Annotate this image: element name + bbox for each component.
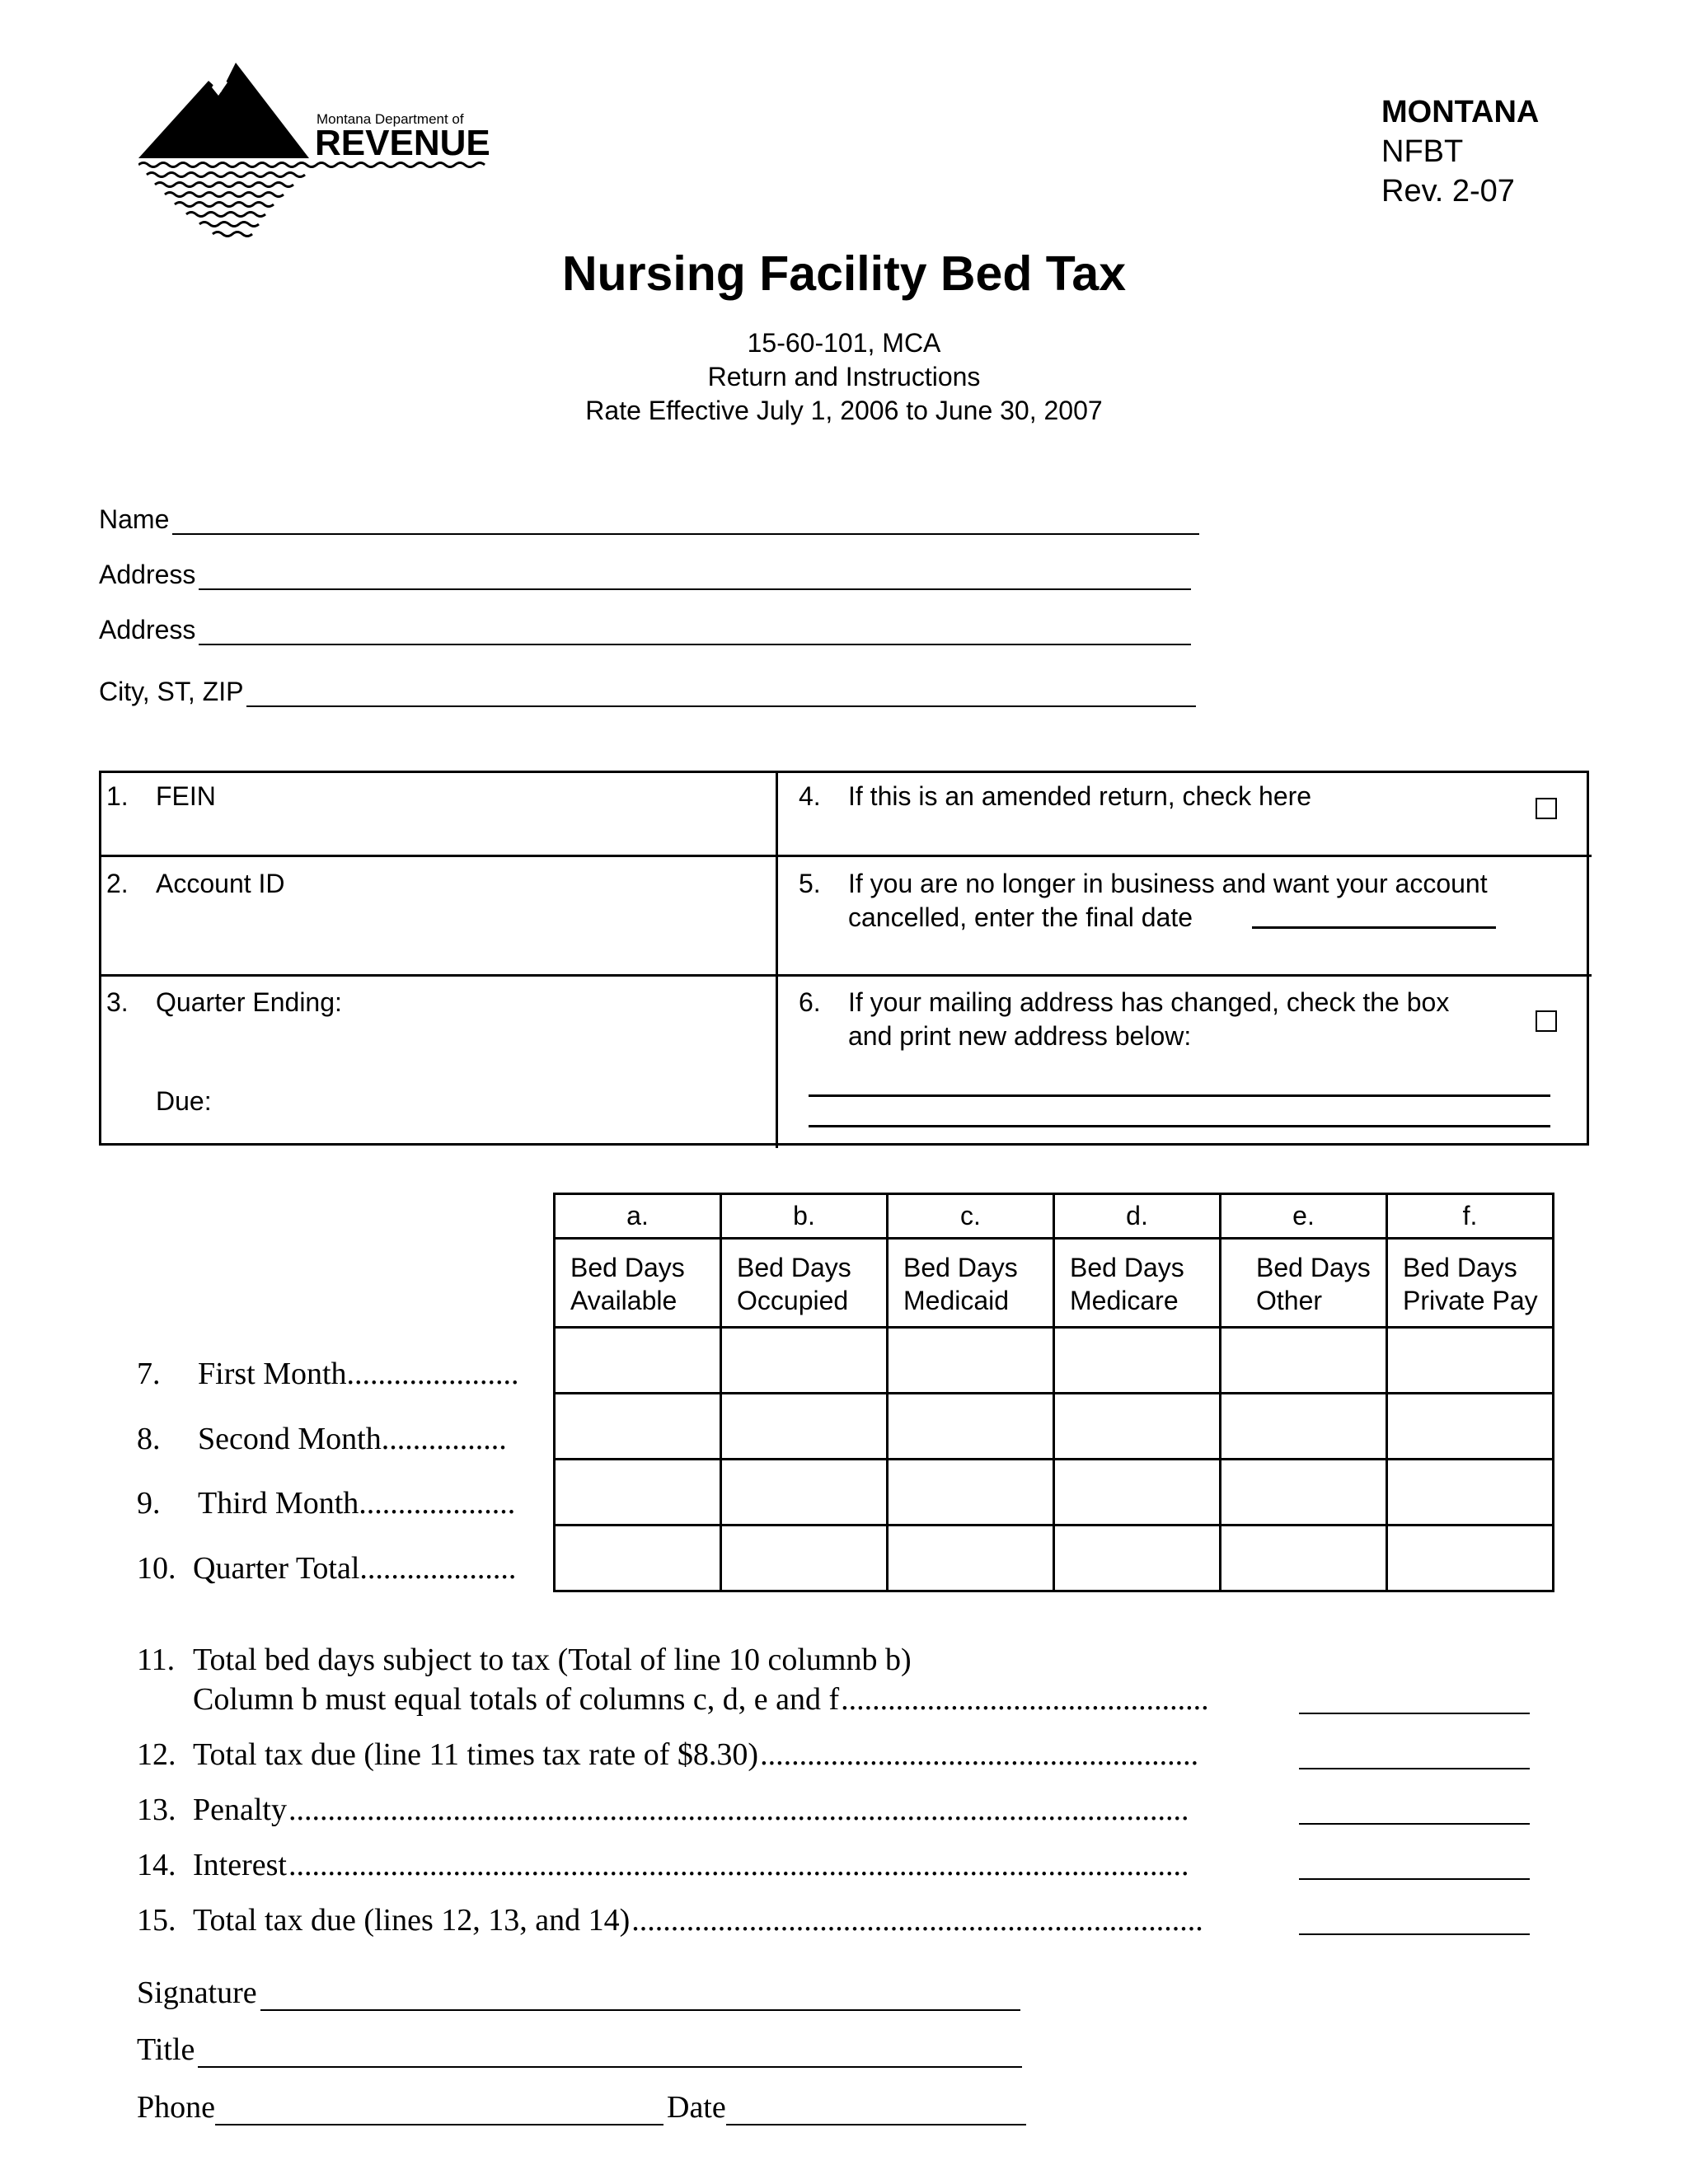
title-label: Title (137, 2032, 195, 2067)
final-date-input-line[interactable] (1252, 926, 1496, 929)
form-revision: Rev. 2-07 (1381, 174, 1515, 209)
fein-label: FEIN (156, 781, 216, 811)
line-12-label: 12. Total tax due (line 11 times tax rate of $8.30) ........................................................ (137, 1737, 1199, 1772)
line-11-label-1: 11. Total bed days subject to tax (Total of line 10 columnb b) (137, 1643, 912, 1677)
table-cell[interactable] (1387, 1526, 1554, 1591)
form-code: NFBT (1381, 134, 1464, 169)
column-letter: a. (555, 1194, 721, 1239)
form-id-block (1381, 92, 1539, 211)
closed-account-label: 5. If you are no longer in business and want your account cancelled, enter the final date (799, 869, 1488, 932)
line-13-label: 13. Penalty ................................................................................................................... (137, 1793, 1189, 1827)
quarter-ending-field[interactable]: 3. Quarter Ending: (106, 987, 342, 1017)
subtitle (0, 326, 1688, 428)
table-cell[interactable] (555, 1526, 721, 1591)
table-cell[interactable] (1387, 1394, 1554, 1460)
line-12-input[interactable] (1299, 1766, 1530, 1769)
fein-field[interactable]: 1. FEIN (106, 781, 216, 811)
new-address-line-2[interactable] (809, 1125, 1550, 1127)
table-cell[interactable] (1221, 1460, 1387, 1526)
signature-input-line[interactable] (260, 1985, 1020, 2011)
name-label: Name (99, 504, 170, 534)
column-letter: b. (721, 1194, 888, 1239)
table-cell[interactable] (555, 1460, 721, 1526)
table-cell[interactable] (1387, 1328, 1554, 1394)
line-14-input[interactable] (1299, 1877, 1530, 1880)
state-name: MONTANA (1381, 95, 1540, 129)
table-cell[interactable] (1387, 1460, 1554, 1526)
row-label-first-month: 7. First Month ...................... (137, 1357, 519, 1391)
address1-field-row (99, 560, 1191, 590)
table-cell[interactable] (1054, 1328, 1221, 1394)
due-label: Due: (156, 1086, 212, 1116)
line-11-input[interactable] (1299, 1711, 1530, 1714)
column-header-private-pay: Bed Days Private Pay (1387, 1239, 1554, 1328)
amended-checkbox[interactable] (1536, 798, 1557, 819)
address2-field-row (99, 615, 1191, 645)
table-cell[interactable] (721, 1460, 888, 1526)
account-info-grid (99, 771, 1589, 1146)
table-cell[interactable] (555, 1328, 721, 1394)
table-cell[interactable] (888, 1394, 1054, 1460)
table-cell[interactable] (1221, 1328, 1387, 1394)
line-15-input[interactable] (1299, 1932, 1530, 1935)
signature-row (137, 1975, 1020, 2011)
date-label: Date (667, 2090, 726, 2125)
table-cell[interactable] (888, 1328, 1054, 1394)
address1-input-line[interactable] (199, 564, 1191, 590)
row-label-quarter-total: 10. Quarter Total .................... (137, 1551, 517, 1586)
phone-input-line[interactable] (215, 2099, 663, 2125)
address-change-label: 6. If your mailing address has changed, check the box and print new address below: (799, 987, 1450, 1051)
city-label: City, ST, ZIP (99, 677, 244, 706)
revenue-logo (138, 58, 501, 239)
table-cell[interactable] (721, 1526, 888, 1591)
table-cell[interactable] (1054, 1526, 1221, 1591)
column-letter: c. (888, 1194, 1054, 1239)
table-cell[interactable] (1054, 1460, 1221, 1526)
mountain-logo-icon (138, 58, 501, 239)
city-input-line[interactable] (246, 681, 1196, 707)
table-cell[interactable] (888, 1460, 1054, 1526)
table-cell[interactable] (1221, 1394, 1387, 1460)
name-field-row (99, 504, 1199, 535)
address2-label: Address (99, 615, 196, 644)
line-11-label-2: Column b must equal totals of columns c, d, e and f ............................................... (193, 1682, 1209, 1717)
column-header-medicaid: Bed Days Medicaid (888, 1239, 1054, 1328)
bed-days-table (553, 1193, 1554, 1592)
logo-dept-text: Montana Department of (316, 111, 464, 127)
table-cell[interactable] (721, 1394, 888, 1460)
phone-label: Phone (137, 2090, 215, 2125)
table-cell[interactable] (888, 1526, 1054, 1591)
line-15-label: 15. Total tax due (lines 12, 13, and 14) ......................................................................... (137, 1903, 1203, 1938)
address2-input-line[interactable] (199, 619, 1191, 645)
column-letter: e. (1221, 1194, 1387, 1239)
quarter-ending-label: Quarter Ending: (156, 987, 342, 1017)
column-header-medicare: Bed Days Medicare (1054, 1239, 1221, 1328)
table-cell[interactable] (555, 1394, 721, 1460)
column-header-available: Bed Days Available (555, 1239, 721, 1328)
column-letter: f. (1387, 1194, 1554, 1239)
name-input-line[interactable] (172, 509, 1199, 535)
date-input-line[interactable] (726, 2099, 1026, 2125)
account-id-field[interactable]: 2. Account ID (106, 869, 285, 898)
table-cell[interactable] (721, 1328, 888, 1394)
line-14-label: 14. Interest ................................................................................................................... (137, 1848, 1189, 1882)
address1-label: Address (99, 560, 196, 589)
title-input-line[interactable] (198, 2041, 1022, 2068)
amended-label: 4. If this is an amended return, check here (799, 781, 1312, 811)
table-cell[interactable] (1221, 1526, 1387, 1591)
row-label-second-month: 8. Second Month ................ (137, 1422, 507, 1456)
signature-label: Signature (137, 1975, 257, 2010)
phone-date-row (137, 2089, 1026, 2125)
column-header-other: Bed Days Other (1221, 1239, 1387, 1328)
statute: 15-60-101, MCA (747, 328, 941, 358)
title-row (137, 2032, 1022, 2068)
table-cell[interactable] (1054, 1394, 1221, 1460)
new-address-line-1[interactable] (809, 1094, 1550, 1097)
column-letter: d. (1054, 1194, 1221, 1239)
logo-revenue-text: REVENUE (315, 123, 490, 163)
page-title: Nursing Facility Bed Tax (561, 246, 1127, 301)
column-header-occupied: Bed Days Occupied (721, 1239, 888, 1328)
rate-period: Rate Effective July 1, 2006 to June 30, 2007 (585, 396, 1103, 425)
row-label-third-month: 9. Third Month .................... (137, 1486, 516, 1521)
form-kind: Return and Instructions (707, 362, 981, 391)
address-change-checkbox[interactable] (1536, 1010, 1557, 1032)
line-13-input[interactable] (1299, 1821, 1530, 1825)
city-field-row (99, 677, 1196, 707)
account-id-label: Account ID (156, 869, 285, 898)
